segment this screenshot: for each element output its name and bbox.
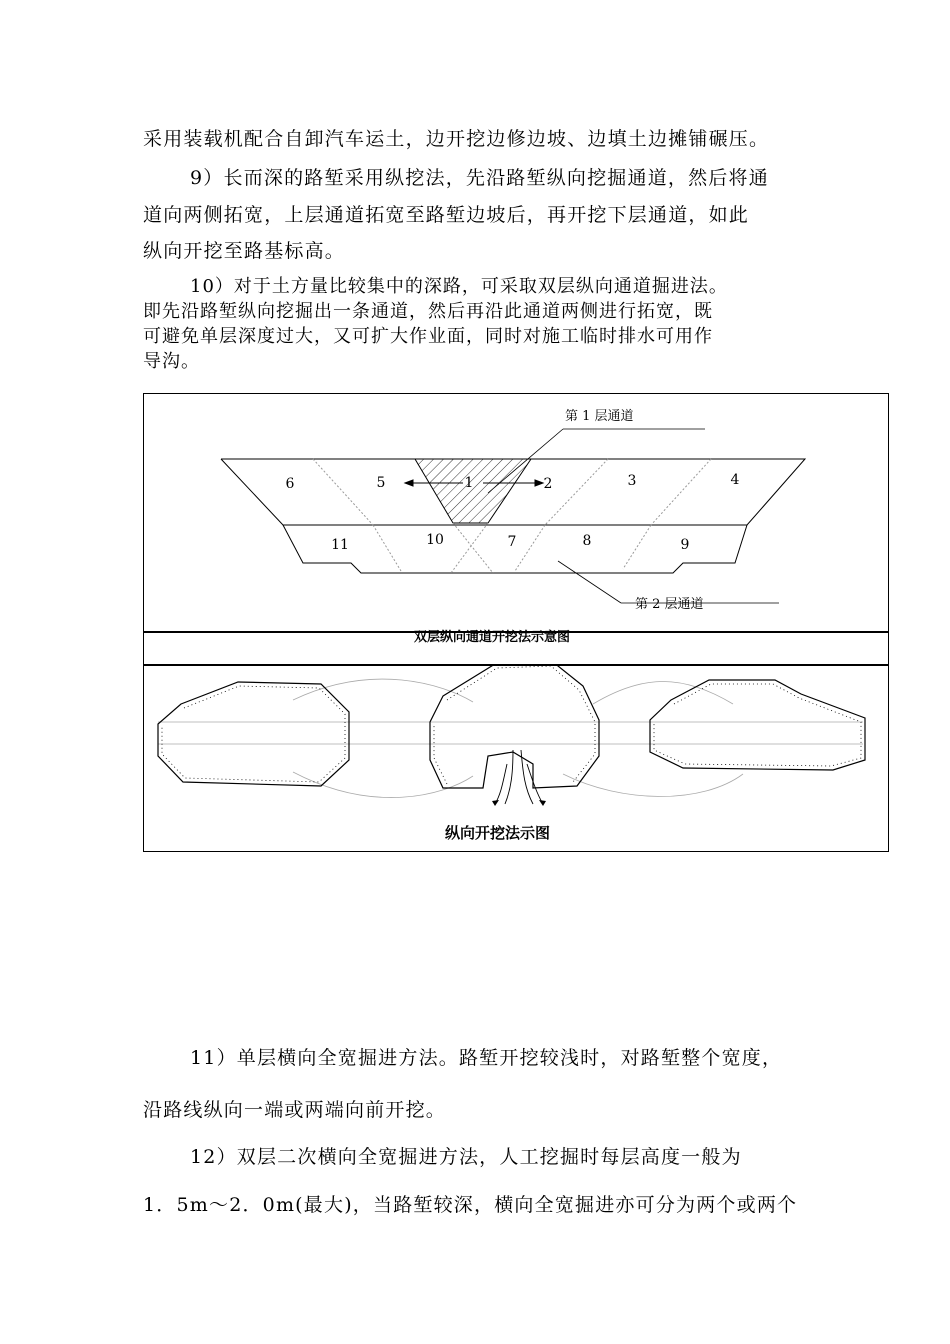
paragraph-line: 沿路线纵向一端或两端向前开挖。 — [143, 1099, 447, 1121]
double-layer-cut-diagram — [143, 393, 889, 633]
paragraph-line: 可避免单层深度过大，又可扩大作业面，同时对施工临时排水可用作 — [143, 326, 713, 347]
figure-caption: 纵向开挖法示图 — [445, 824, 551, 842]
section-number: 5 — [376, 475, 386, 491]
paragraph-line: 9）长而深的路堑采用纵挖法，先沿路堑纵向挖掘通道，然后将通 — [190, 167, 769, 189]
layer2-label: 第 2 层通道 — [635, 597, 704, 612]
section-number: 7 — [507, 534, 517, 550]
paragraph-line: 即先沿路堑纵向挖掘出一条通道，然后再沿此通道两侧进行拓宽，既 — [143, 301, 713, 322]
section-number: 1 — [464, 475, 474, 491]
paragraph-line: 纵向开挖至路基标高。 — [143, 240, 346, 262]
section-number: 8 — [582, 533, 592, 549]
section-number: 3 — [627, 473, 637, 489]
paragraph-line: 11）单层横向全宽掘进方法。路堑开挖较浅时，对路堑整个宽度， — [190, 1047, 783, 1069]
paragraph-line: 导沟。 — [143, 351, 200, 372]
paragraph-line: 1．5m～2．0m(最大)，当路堑较深，横向全宽掘进亦可分为两个或两个 — [143, 1194, 798, 1216]
layer1-label: 第 1 层通道 — [565, 409, 634, 424]
section-number: 9 — [680, 537, 690, 553]
paragraph-line: 12）双层二次横向全宽掘进方法，人工挖掘时每层高度一般为 — [190, 1146, 742, 1168]
figure-caption: 双层纵向通道开挖法示意图 — [414, 630, 571, 645]
section-number: 2 — [543, 476, 553, 492]
section-number: 10 — [426, 532, 444, 548]
paragraph-line: 采用装载机配合自卸汽车运土，边开挖边修边坡、边填土边摊铺碾压。 — [143, 128, 770, 150]
section-number: 6 — [285, 476, 295, 492]
section-number: 11 — [331, 537, 349, 553]
section-number: 4 — [730, 472, 740, 488]
paragraph-line: 10）对于土方量比较集中的深路，可采取双层纵向通道掘进法。 — [190, 276, 728, 297]
paragraph-line: 道向两侧拓宽，上层通道拓宽至路堑边坡后，再开挖下层通道，如此 — [143, 204, 750, 226]
